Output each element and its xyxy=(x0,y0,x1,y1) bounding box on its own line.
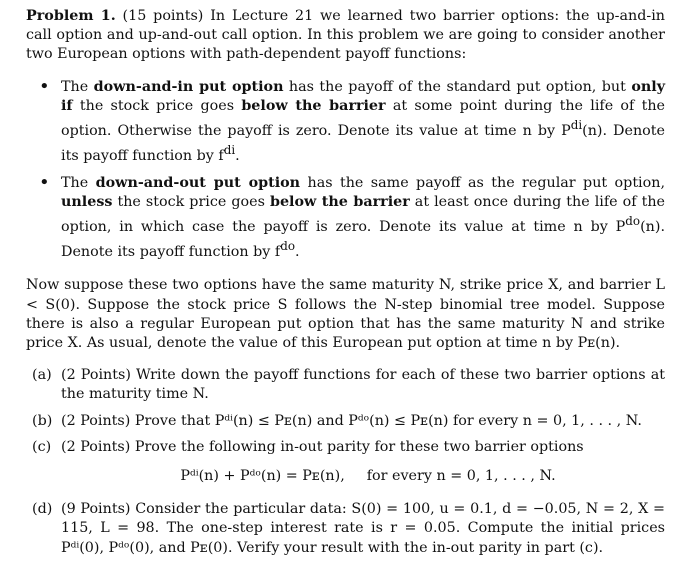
part-text: (9 Points) Consider the particular data: S(0) = 100, u = 0.1, d = −0.05, N = 2, X = 115, L = 98. The one-step interest rate is r = 0.05. Compute the initial prices Pᵈⁱ(0), Pᵈᵒ(0), and Pᴇ(0). Verify your result with the in-out parity in part (c). xyxy=(61,501,665,556)
part-label: (a) xyxy=(32,367,52,384)
superscript: di xyxy=(570,118,583,133)
down-and-in-term: down-and-in put option xyxy=(93,78,284,95)
list-item xyxy=(32,366,665,404)
emphasis: below the barrier xyxy=(241,97,386,114)
problem-title: Problem 1. xyxy=(26,8,116,24)
part-text: (2 Points) Prove the following in-out parity for these two barrier options xyxy=(61,438,584,455)
superscript: do xyxy=(625,214,641,229)
problem-parts-list xyxy=(26,366,665,558)
equation-condition: for every n = 0, 1, . . . , N. xyxy=(366,467,556,484)
emphasis: unless xyxy=(61,194,113,211)
text-run: . xyxy=(235,147,240,164)
problem-intro xyxy=(26,7,665,65)
superscript: di xyxy=(223,142,236,157)
part-text: (2 Points) Write down the payoff functions for each of these two barrier options at the maturity time N. xyxy=(61,367,665,403)
text-run: (n). Denote its payoff function by f xyxy=(61,122,665,164)
list-item xyxy=(32,500,665,558)
text-run: has the payoff of the standard put option, but xyxy=(283,78,632,95)
parity-equation xyxy=(61,467,665,486)
part-label: (d) xyxy=(32,501,53,518)
problem-intro-text: In Lecture 21 we learned two barrier options: the up-and-in call option and up-and-out call option. In this problem we are going to consider another two European options with path-dependent payoff functions: xyxy=(26,8,666,63)
emphasis: below the barrier xyxy=(269,194,410,211)
text-run: at some point during the life of the option. Otherwise the payoff is zero. Denote its value at time n by P xyxy=(61,97,666,139)
problem-points: (15 points) xyxy=(122,8,204,24)
emphasis: only if xyxy=(61,78,666,114)
text-run: . xyxy=(295,244,300,261)
part-label: (c) xyxy=(32,438,52,455)
part-label: (b) xyxy=(32,412,53,429)
text-run: at least once during the life of the option, in which case the payoff is zero. Denote its value at time n by P xyxy=(61,194,665,236)
part-text: (2 Points) Prove that Pᵈⁱ(n) ≤ Pᴇ(n) and Pᵈᵒ(n) ≤ Pᴇ(n) for every n = 0, 1, . . . , N. xyxy=(61,412,642,429)
text-run: has the same payoff as the regular put option, xyxy=(300,174,665,191)
equation: Pᵈⁱ(n) + Pᵈᵒ(n) = Pᴇ(n), xyxy=(180,467,345,484)
superscript: do xyxy=(280,239,296,254)
down-and-out-term: down-and-out put option xyxy=(95,174,301,191)
text-run: The xyxy=(61,78,94,95)
text-run: the stock price goes xyxy=(112,194,270,211)
list-item xyxy=(32,438,665,486)
text-run: the stock price goes xyxy=(72,97,242,114)
option-definitions-list xyxy=(26,78,665,263)
text-run: (n). Denote its payoff function by f xyxy=(61,219,665,261)
setup-paragraph: Now suppose these two options have the same maturity N, strike price X, and barrier L < S(0). Suppose the stock price S follows the N-step binomial tree model. Suppose there is also a regular European put option that has the same maturity N and strike price X. As usual, denote the value of this European put option at time n by Pᴇ(n). xyxy=(26,277,665,351)
list-item xyxy=(32,412,665,431)
text-run: The xyxy=(61,174,96,191)
list-item xyxy=(61,174,665,262)
list-item xyxy=(61,78,665,166)
